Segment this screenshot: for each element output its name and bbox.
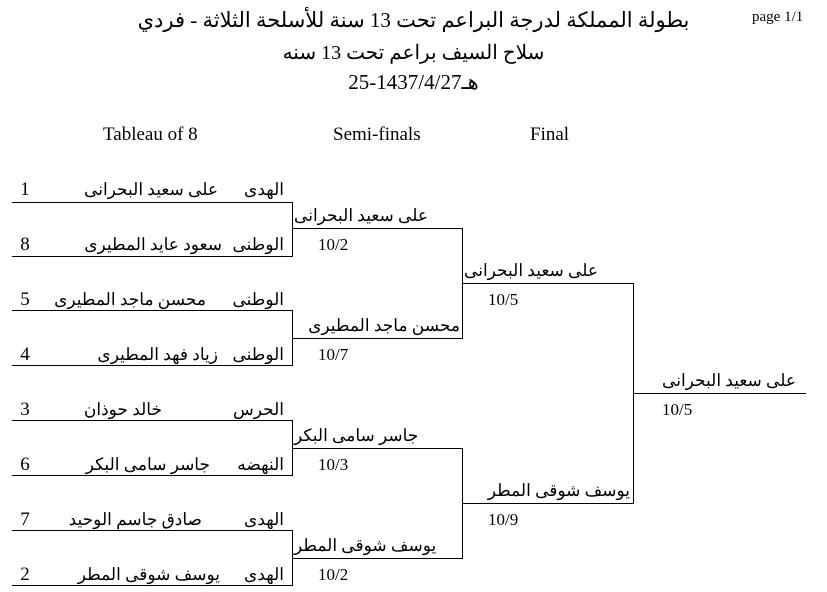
final-score: 10/9 <box>488 510 519 529</box>
seed-number: 2 <box>20 564 30 585</box>
fencer-name: يوسف شوقى المطر <box>77 565 220 584</box>
champion-score: 10/5 <box>662 400 693 419</box>
fencer-name: سعود عايد المطيرى <box>84 235 222 254</box>
fencer-club: الوطنى <box>232 290 284 309</box>
semifinal-score: 10/7 <box>318 345 349 364</box>
page-date: 25-1437/4/27هـ <box>348 70 479 94</box>
champion-name: على سعيد البحرانى <box>662 371 796 390</box>
page-number: page 1/1 <box>752 9 804 25</box>
fencer-name: زياد فهد المطيرى <box>97 345 218 364</box>
semifinal-name: يوسف شوقى المطر <box>294 536 437 555</box>
seed-number: 6 <box>20 454 30 475</box>
round-header-final: Final <box>530 124 570 145</box>
fencer-name: صادق جاسم الوحيد <box>68 510 202 529</box>
fencer-name: خالد حوذان <box>83 400 162 419</box>
page-title: بطولة المملكة لدرجة البراعم تحت 13 سنة للأسلحة الثلاثة - فردي <box>137 8 690 32</box>
semifinal-name: على سعيد البحرانى <box>294 206 428 225</box>
semifinal-score: 10/3 <box>318 455 349 474</box>
round-header-tableau: Tableau of 8 <box>103 124 198 145</box>
fencer-name: على سعيد البحرانى <box>84 180 218 199</box>
semifinal-score: 10/2 <box>318 565 349 584</box>
fencer-club: الحرس <box>232 400 284 419</box>
seed-number: 8 <box>20 234 30 255</box>
fencer-club: الوطنى <box>232 345 284 364</box>
fencer-club: النهضه <box>237 455 284 474</box>
final-name: يوسف شوقى المطر <box>487 481 630 500</box>
fencer-name: محسن ماجد المطيرى <box>54 290 206 309</box>
seed-number: 1 <box>20 179 30 200</box>
seed-number: 5 <box>20 289 30 310</box>
fencer-name: جاسر سامى البكر <box>85 455 210 474</box>
seed-number: 4 <box>20 344 30 365</box>
semifinal-name: جاسر سامى البكر <box>294 426 419 445</box>
fencer-club: الهدى <box>244 565 284 584</box>
fencer-club: الهدى <box>244 180 284 199</box>
round-header-semifinals: Semi-finals <box>333 124 421 145</box>
page-subtitle: سلاح السيف براعم تحت 13 سنه <box>282 42 545 64</box>
semifinal-name: محسن ماجد المطيرى <box>308 316 460 335</box>
final-name: على سعيد البحرانى <box>464 261 598 280</box>
semifinal-score: 10/2 <box>318 235 349 254</box>
seed-number: 7 <box>20 509 30 530</box>
final-score: 10/5 <box>488 290 519 309</box>
fencer-club: الوطنى <box>232 235 284 254</box>
seed-number: 3 <box>20 399 30 420</box>
fencer-club: الهدى <box>244 510 284 529</box>
